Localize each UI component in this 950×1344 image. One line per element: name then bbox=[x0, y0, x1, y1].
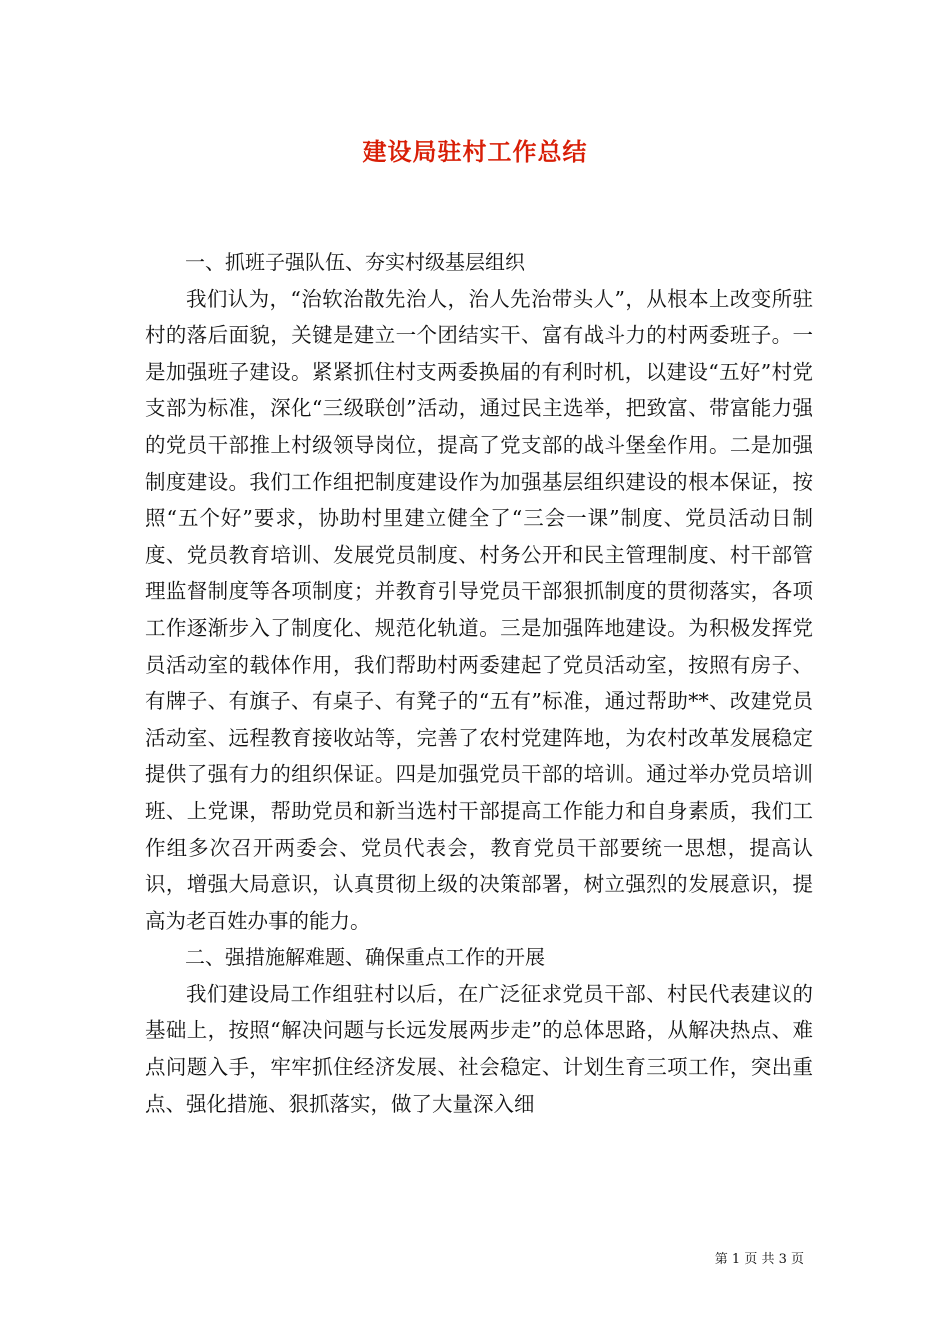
section-paragraph-2: 我们建设局工作组驻村以后，在广泛征求党员干部、村民代表建议的基础上，按照“解决问题与长远发展两步走”的总体思路，从解决热点、难点问题入手，牢牢抓住经济发展、社会稳定、计划生育三项工作，突出重点、强化措施、狠抓落实，做了大量深入细 bbox=[145, 981, 813, 1116]
section-heading-1: 一、抓班子强队伍、夯实村级基层组织 bbox=[185, 250, 525, 274]
document-body bbox=[145, 244, 813, 1122]
page-title: 建设局驻村工作总结 bbox=[362, 137, 588, 166]
section-heading-2: 二、强措施解难题、确保重点工作的开展 bbox=[185, 945, 545, 970]
section-paragraph-1: 我们认为，“治软治散先治人，治人先治带头人”，从根本上改变所驻村的落后面貌，关键是建立一个团结实干、富有战斗力的村两委班子。一是加强班子建设。紧紧抓住村支两委换届的有利时机，以建设“五好”村党支部为标准，深化“三级联创”活动，通过民主选举，把致富、带富能力强的党员干部推上村级领导岗位，提高了党支部的战斗堡垒作用。二是加强制度建设。我们工作组把制度建设作为加强基层组织建设的根本保证，按照“五个好”要求，协助村里建立健全了“三会一课”制度、党员活动日制度、党员教育培训、发展党员制度、村务公开和民主管理制度、村干部管理监督制度等各项制度；并教育引导党员干部狠抓制度的贯彻落实，各项工作逐渐步入了制度化、规范化轨道。三是加强阵地建设。为积极发挥党员活动室的载体作用，我们帮助村两委建起了党员活动室，按照有房子、有牌子、有旗子、有桌子、有凳子的“五有”标准，通过帮助**、改建党员活动室、远程教育接收站等，完善了农村党建阵地，为农村改革发展稳定提供了强有力的组织保证。四是加强党员干部的培训。通过举办党员培训班、上党课，帮助党员和新当选村干部提高工作能力和自身素质，我们工作组多次召开两委会、党员代表会，教育党员干部要统一思想，提高认识，增强大局意识，认真贯彻上级的决策部署，树立强烈的发展意识，提高为老百姓办事的能力。 bbox=[145, 286, 813, 933]
page-number-footer: 第 1 页 共 3 页 bbox=[714, 1252, 804, 1267]
